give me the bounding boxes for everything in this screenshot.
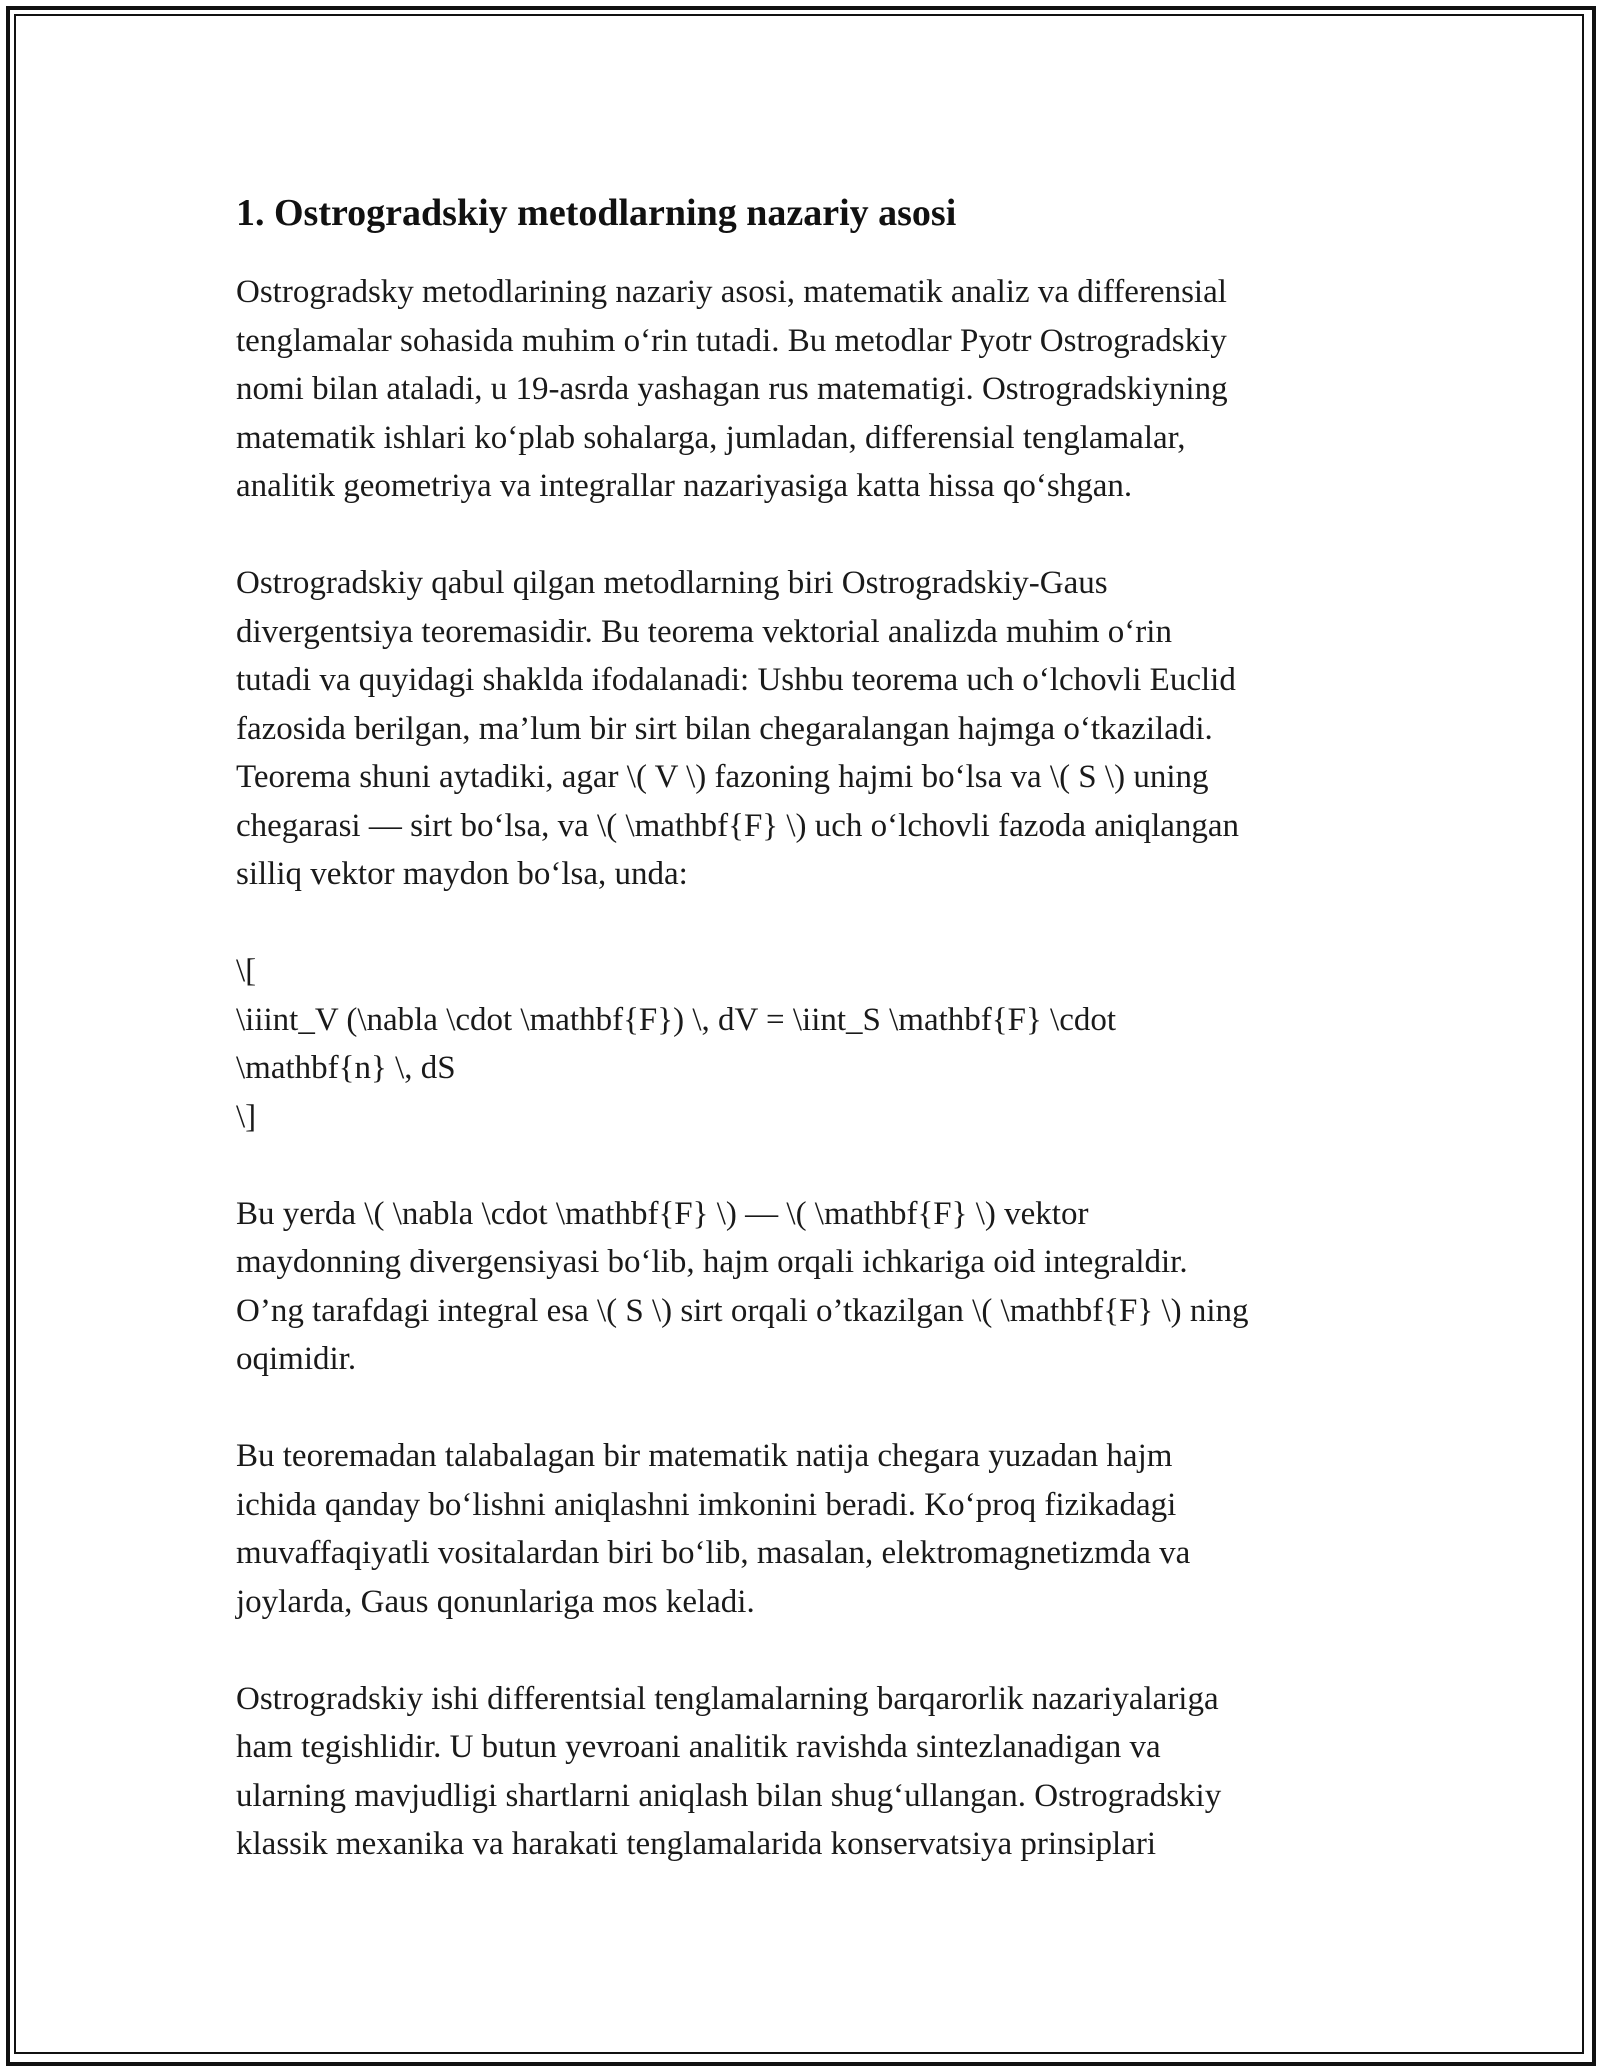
paragraph-intro: Ostrogradsky metodlarining nazariy asosi, matematik analiz va differensial tenglamalar sohasida muhim o‘rin tutadi. Bu metodlar Pyotr Ostrogradskiy nomi bilan ataladi, u 19-asrda yashagan rus matematigi. Ostrogradskiyning matematik ishlari ko‘plab sohalarga, jumladan, differensial tenglamalar, analitik geometriya va integrallar nazariyasiga katta hissa qo‘shgan. <box>236 274 1228 504</box>
formula-block: \[ \iiint_V (\nabla \cdot \mathbf{F}) \, dV = \iint_S \mathbf{F} \cdot \mathbf{n} \, dS \] <box>236 953 1117 1135</box>
section-heading: 1. Ostrogradskiy metodlarning nazariy asosi <box>236 192 957 234</box>
paragraph-theorem: Ostrogradskiy qabul qilgan metodlarning biri Ostrogradskiy-Gaus divergentsiya teoremasidir. Bu teorema vektorial analizda muhim o‘rin tutadi va quyidagi shakldа ifodalanadi: Ushbu teorema uch o‘lchovli Euclid fazosida berilgan, ma’lum bir sirt bilan chegaralangan hajmga o‘tkaziladi. Teorema shuni aytadiki, agar \( V \) fazoning hajmi bo‘lsa va \( S \) uning chegarasi — sirt bo‘lsa, va \( \mathbf{F} \) uch o‘lchovli fazoda aniqlangan silliq vektor maydon bo‘lsa, unda: <box>236 565 1240 892</box>
paragraph-stability: Ostrogradskiy ishi differentsial tenglamalarning barqarorlik nazariyalariga ham tegishlidir. U butun yevroani analitik ravishda sintezlanadigan va ularning mavjudligi shartlarni aniqlash bilan shug‘ullangan. Ostrogradskiy klassik mexanika va harakati tenglamalarida konservatsiya prinsiplari <box>236 1680 1222 1862</box>
paragraph-explanation: Bu yerda \( \nabla \cdot \mathbf{F} \) — \( \mathbf{F} \) vektor maydonning divergensiyasi bo‘lib, hajm orqali ichkariga oid integraldir. O’ng tarafdagi integral esa \( S \) sirt orqali o’tkazilgan \( \mathbf{F} \) ning oqimidir. <box>236 1195 1249 1377</box>
paragraph-application: Bu teoremadan talabalagan bir matematik natija chegara yuzadan hajm ichida qanday bo‘lishni aniqlashni imkonini beradi. Ko‘proq fizikadagi muvaffaqiyatli vositalardan biri bo‘lib, masalan, elektromagnetizmda va joylarda, Gaus qonunlariga mos keladi. <box>236 1438 1191 1620</box>
document-body <box>236 186 1366 1869</box>
paragraph-group <box>236 268 1366 1869</box>
